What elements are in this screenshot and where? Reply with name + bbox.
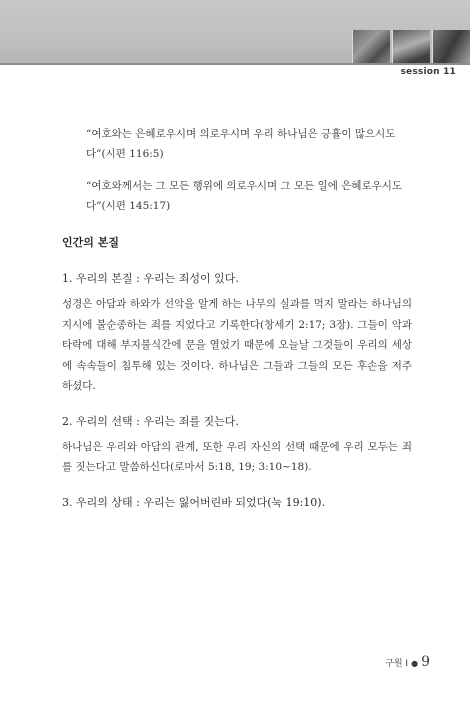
point-title: 2. 우리의 선택 : 우리는 죄를 짓는다. — [62, 414, 239, 428]
footer-book-label: 구원 I — [385, 659, 409, 669]
header-photo-strip — [352, 30, 470, 64]
point-body: 성경은 아담과 하와가 선악을 알게 하는 나무의 실과를 먹지 말라는 하나님의 지시에 불순종하는 죄를 지었다고 기록한다(창세기 2:17; 3장). 그들이 악과 타락에 대해 부지불식간에 문을 열었기 때문에 오늘날 그것들이 우리의 세상에 속속들이 침투해 있는 것이다. 하나님은 그들과 그들의 모든 후손을 저주하셨다. — [62, 298, 412, 392]
page-number: 9 — [421, 654, 430, 670]
header-photo-image — [432, 30, 470, 64]
point-body: 하나님은 우리와 아담의 관계, 또한 우리 자신의 선택 때문에 우리 모두는 죄를 짓는다고 말씀하신다(로마서 5:18, 19; 3:10~18). — [62, 440, 412, 473]
page-content — [62, 124, 412, 518]
scripture-quote: “여호와께서는 그 모든 행위에 의로우시며 그 모든 일에 은혜로우시도다”(시편 145:17) — [86, 180, 403, 212]
point-title: 3. 우리의 상태 : 우리는 잃어버린바 되었다(눅 19:10). — [62, 495, 326, 509]
section-title: 인간의 본질 — [62, 236, 119, 249]
scripture-quote: “여호와는 은혜로우시며 의로우시며 우리 하나님은 긍휼이 많으시도다”(시편 116:5) — [86, 128, 396, 160]
page-footer — [385, 654, 430, 670]
header-rule — [0, 63, 470, 65]
header-photo-image — [352, 30, 390, 64]
header-photo-image — [392, 30, 430, 64]
session-label: session 11 — [400, 67, 456, 77]
point-title: 1. 우리의 본질 : 우리는 죄성이 있다. — [62, 272, 239, 285]
footer-dot: ● — [411, 659, 419, 668]
